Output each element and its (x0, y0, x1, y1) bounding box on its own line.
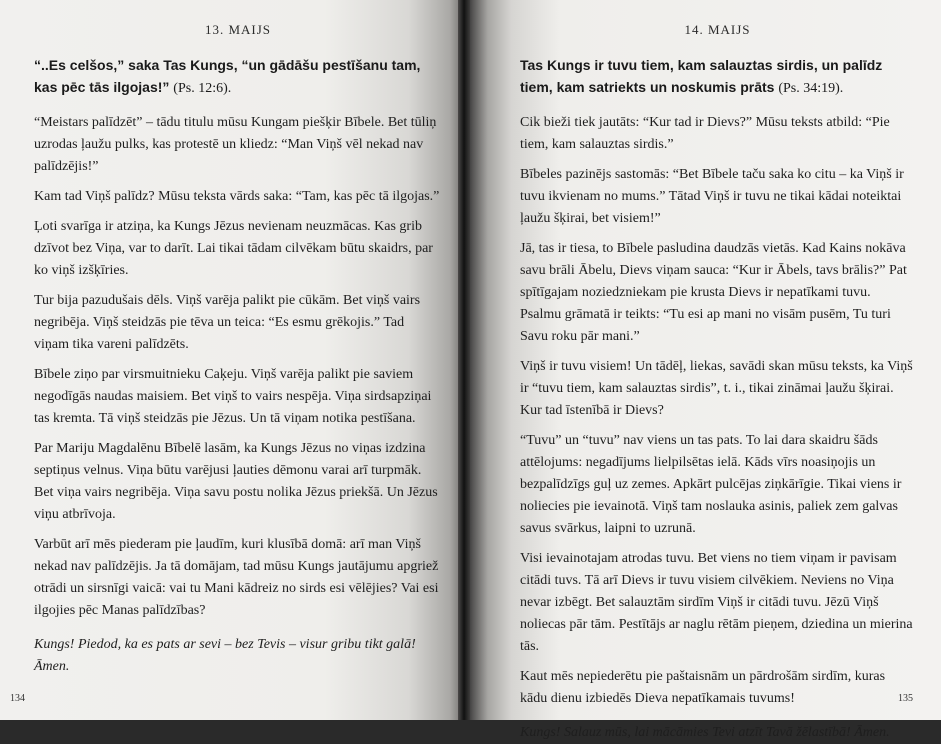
paragraph: “Tuvu” un “tuvu” nav viens un tas pats. To lai dara skaidru šāds attēlojums: negadījums lielpilsētas ielā. Kāds vīrs noasiņojis un bezpalīdzīgs guļ uz zemes. Apkārt pulcējas ziņkārīgie. Tikai viens ir noliecies pie ievainotā. Viņš tam noslauka asinis, paliek zem galvas savus svārkus, laipni to uzrunā. (520, 433, 902, 536)
verse-reference: (Ps. 34:19). (778, 81, 844, 96)
paragraph: Jā, tas ir tiesa, to Bībele pasludina daudzās vietās. Kad Kains nokāva savu brāli Ābelu, Dievs viņam sauca: “Kur ir Ābels, tavs brālis?” Pat spītīgajam noziedzniekam pie krusta Dievs ir nepatīkami tuvu. Psalmu grāmatā ir teikts: “Tu esi ap mani no visām pusēm, Tu turi Savu roku pār mani.” (520, 241, 907, 344)
paragraph: Kam tad Viņš palīdz? Mūsu teksta vārds saka: “Tam, kas pēc tā ilgojas.” (34, 189, 440, 204)
daily-verse (34, 54, 442, 100)
book-gutter (458, 0, 470, 720)
paragraph: Visi ievainotajam atrodas tuvu. Bet viens no tiem viņam ir pavisam citādi tuvs. Tā arī Dievs ir tuvu visiem cilvēkiem. Neviens no Viņa nevar izbēgt. Bet salauztām sirdīm Viņš ir citādi tuvu. Jēzū Viņš noliecas pār tām. Pestītājs ar naglu rētām pieņem, dziedina un mierina tās. (520, 551, 913, 654)
verse-text: Tas Kungs ir tuvu tiem, kam salauztas sirdis, un palīdz tiem, kam satriekts un noskumis prāts (520, 57, 883, 95)
paragraph: Kaut mēs nepiederētu pie paštaisnām un pārdrošām sirdīm, kuras kādu dienu izbiedēs Dieva nepatīkamais tuvums! (520, 669, 886, 706)
page-number: 135 (898, 693, 913, 704)
paragraph: Ļoti svarīga ir atziņa, ka Kungs Jēzus nevienam neuzmācas. Kas grib dzīvot bez Viņa, var to darīt. Lai tikai tādam cilvēkam būtu skaidrs, par ko viņš izšķīries. (34, 219, 433, 278)
verse-reference: (Ps. 12:6). (173, 81, 232, 96)
closing-prayer: Kungs! Piedod, ka es pats ar sevi – bez Tevis – visur gribu tikt galā! Āmen. (34, 637, 416, 674)
verse-text: “..Es celšos,” saka Tas Kungs, “un gādāšu pestīšanu tam, kas pēc tās ilgojas!” (34, 57, 421, 95)
daily-verse (520, 54, 915, 100)
paragraph: Viņš ir tuvu visiem! Un tādēļ, liekas, savādi skan mūsu teksts, ka Viņš ir “tuvu tiem, kam salauztas sirdis”, t. i., tikai zināmai ļaužu šķirai. Kur tad īstenībā ir Dievs? (520, 359, 913, 418)
paragraph: Cik bieži tiek jautāts: “Kur tad ir Dievs?” Mūsu teksts atbild: “Pie tiem, kam salauztas sirdis.” (520, 115, 890, 152)
paragraph: Bībele ziņo par virsmuitnieku Caķeju. Viņš varēja palikt pie saviem negodīgās naudas maisiem. Bet viņš to vairs nespēja. Viņa sirdsapziņai tas kremta. Tā viņš steidzās pie Jēzus. Un tā viņam notika pestīšana. (34, 367, 432, 426)
right-page (464, 0, 941, 740)
left-page (0, 0, 464, 720)
running-head: 13. MAIJS (204, 22, 272, 37)
running-head: 14. MAIJS (684, 22, 751, 37)
paragraph: Par Mariju Magdalēnu Bībelē lasām, ka Kungs Jēzus no viņas izdzina septiņus velnus. Viņa būtu varējusi ļauties dēmonu varai arī turpmāk. Bet viņa vairs negribēja. Viņa savu postu nolika Jēzus priekšā. Un Jēzus viņu atbrīvoja. (34, 441, 438, 522)
page-number: 134 (10, 693, 25, 704)
paragraph: “Meistars palīdzēt” – tādu titulu mūsu Kungam piešķir Bībele. Bet tūliņ uzrodas ļaužu pulks, kas protestē un kliedz: “Man Viņš vēl nekad nav palīdzējis!” (34, 115, 437, 174)
paragraph: Bībeles pazinējs sastomās: “Bet Bībele taču saka ko citu – ka Viņš ir tuvu ikvienam no mums.” Tātad Viņš ir tuvu ne tikai kādai noteiktai ļaužu šķirai, bet visiem!” (520, 167, 904, 226)
paragraph: Varbūt arī mēs piederam pie ļaudīm, kuri klusībā domā: arī man Viņš nekad nav palīdzējis. Ja tā domājam, tad mūsu Kungs jautājumu apgriež otrādi un sirsnīgi vaicā: vai tu Mani kādreiz no sirds esi vēlējies? Vai esi ilgojies pēc Manas palīdzības? (34, 537, 439, 618)
paragraph: Tur bija pazudušais dēls. Viņš varēja palikt pie cūkām. Bet viņš vairs negribēja. Viņš steidzās pie tēva un teica: “Es esmu grēkojis.” Tad viņam tika vareni palīdzēts. (34, 293, 421, 352)
closing-prayer: Kungs! Salauz mūs, lai mācāmies Tevi atzīt Tavā žēlastībā! Āmen. (520, 725, 890, 740)
